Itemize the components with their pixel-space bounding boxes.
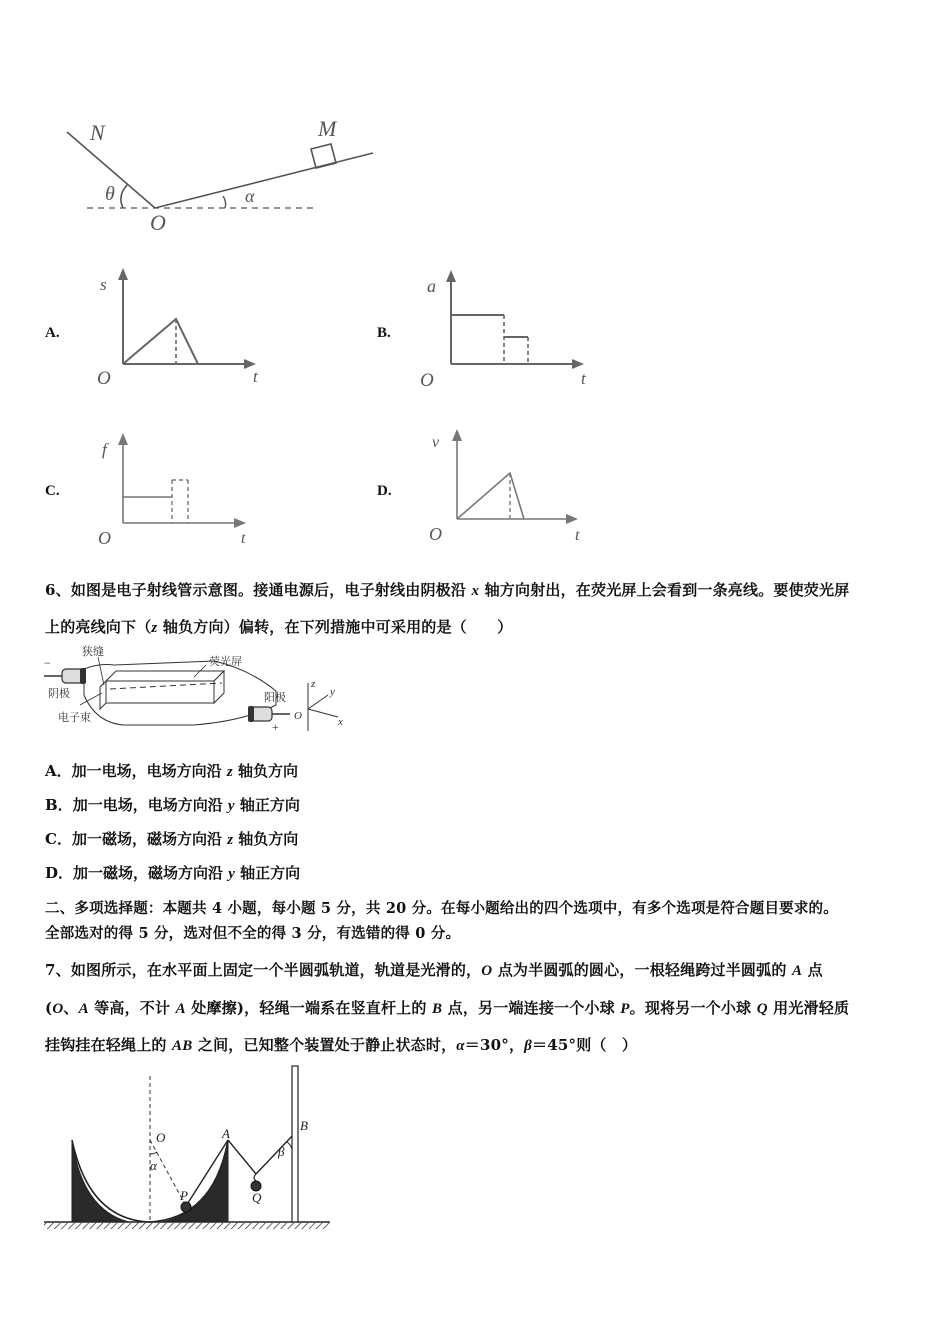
option-a-graph <box>90 262 275 390</box>
label-plus: + <box>272 720 279 734</box>
option-c-letter[interactable]: C. <box>45 483 60 499</box>
y-axis <box>308 695 328 709</box>
q7-text: 、 <box>63 999 79 1017</box>
choice-letter: B． <box>45 796 73 814</box>
label-q: Q <box>252 1190 262 1205</box>
origin-label: O <box>98 528 111 548</box>
q7-var: P <box>620 1001 630 1017</box>
origin-label: O <box>97 368 111 389</box>
choice-text: 轴负方向 <box>233 830 299 848</box>
q7-text: 。现将另一个小球 <box>629 999 757 1017</box>
option-c-graph <box>90 425 275 550</box>
q7-var: β <box>524 1038 533 1054</box>
q7-text: 用光滑轻质 <box>767 999 850 1017</box>
q7-var: A <box>78 1001 89 1017</box>
q7-stem-line2 <box>45 997 849 1018</box>
q7-stem-line1 <box>45 959 823 980</box>
choice-letter: A． <box>45 762 72 780</box>
label-n: N <box>90 120 105 145</box>
q7-text: 处摩擦)，轻绳一端系在竖直杆上的 <box>185 999 433 1017</box>
q7-text: 7、如图所示，在水平面上固定一个半圆弧轨道，轨道是光滑的， <box>45 961 482 979</box>
label-beta: β <box>278 1144 285 1159</box>
q6-stem-line2 <box>45 616 512 637</box>
label-p: P <box>180 1188 188 1203</box>
choice-text: 加一磁场，磁场方向沿 <box>71 830 228 848</box>
q6-text: 6、如图是电子射线管示意图。接通电源后，电子射线由阴极沿 <box>45 581 472 599</box>
q7-text: 之间，已知整个装置处于静止状态时， <box>192 1036 457 1054</box>
label-b: B <box>300 1118 308 1133</box>
y-arrow <box>118 268 128 280</box>
origin-label: O <box>420 370 434 391</box>
rope-a-hook <box>228 1140 256 1174</box>
choice-var: z <box>227 832 234 848</box>
y-arrow <box>446 270 456 282</box>
label-cathode: 阴极 <box>48 688 70 700</box>
ball-p <box>181 1202 191 1212</box>
pole <box>292 1066 298 1222</box>
cathode-ray-tube-figure <box>44 643 354 735</box>
label-a: A <box>222 1126 230 1141</box>
choice-text: 轴负方向 <box>232 762 298 780</box>
alpha-arc <box>223 196 226 208</box>
q6-stem-line1 <box>45 579 849 600</box>
x-axis <box>308 709 338 717</box>
slit-pointer <box>98 657 104 685</box>
q7-text: ( <box>45 999 53 1017</box>
x-arrow <box>572 359 584 369</box>
q7-var: O <box>52 1001 64 1017</box>
y-arrow <box>118 433 128 445</box>
q7-var: B <box>432 1001 443 1017</box>
y-arrow <box>452 429 462 441</box>
screen-box-front <box>106 681 214 703</box>
q6-text: 轴方向射出，在荧光屏上会看到一条亮线。要使荧光屏 <box>479 581 850 599</box>
q6-var: z <box>151 620 158 636</box>
q6-text: 上的亮线向下（ <box>45 618 152 636</box>
q7-text: 等高，不计 <box>88 999 176 1017</box>
s-t-curve <box>123 319 198 364</box>
track-right <box>162 1140 228 1222</box>
label-x: x <box>338 716 343 728</box>
y-label: a <box>427 276 436 296</box>
section2-heading-line2: 全部选对的得 5 分，选对但不全的得 3 分，有选错的得 0 分。 <box>45 925 461 942</box>
q7-text: ＝45°则（ ） <box>532 1036 638 1054</box>
q7-text: 点 <box>802 961 823 979</box>
choice-var: y <box>228 866 235 882</box>
hook <box>254 1174 256 1181</box>
label-y: y <box>330 686 335 698</box>
q6-choice-b[interactable] <box>45 794 300 815</box>
q7-text: 挂钩挂在轻绳上的 <box>45 1036 173 1054</box>
label-anode: 阳极 <box>264 692 286 704</box>
v-t-curve <box>457 473 524 519</box>
beam-pointer <box>80 693 102 705</box>
label-o: O <box>156 1130 166 1145</box>
label-theta: θ <box>105 183 115 205</box>
label-screen: 荧光屏 <box>209 656 242 668</box>
choice-text: 加一电场，电场方向沿 <box>72 796 228 814</box>
semicircle-track-figure <box>44 1062 334 1234</box>
x-label: t <box>241 530 246 547</box>
incline-figure <box>55 110 385 240</box>
origin-label: O <box>429 524 442 544</box>
q7-var: AB <box>172 1038 193 1054</box>
choice-text: 加一磁场，磁场方向沿 <box>73 864 229 882</box>
choice-letter: C． <box>45 830 72 848</box>
q6-var: x <box>471 583 480 599</box>
screen-box-top <box>106 671 224 681</box>
ground-hatch <box>44 1223 330 1229</box>
y-label: f <box>102 440 107 459</box>
q7-var: A <box>175 1001 186 1017</box>
q7-stem-line3 <box>45 1034 637 1055</box>
choice-letter: D． <box>45 864 74 882</box>
x-arrow <box>566 514 578 524</box>
block-m <box>311 144 336 168</box>
option-d-graph <box>424 425 609 550</box>
option-b-letter[interactable]: B. <box>377 325 391 341</box>
y-label: v <box>432 434 440 451</box>
label-beam: 电子束 <box>58 712 91 724</box>
q6-choice-c[interactable] <box>45 828 298 849</box>
q6-choice-d[interactable] <box>45 862 300 883</box>
choice-var: y <box>227 798 235 814</box>
option-a-letter[interactable]: A. <box>45 325 60 341</box>
section2-heading-line1: 二、多项选择题：本题共 4 小题，每小题 5 分，共 20 分。在每小题给出的四个选项中，有多个选项是符合题目要求的。 <box>45 900 838 917</box>
q7-text: 点，另一端连接一个小球 <box>442 999 621 1017</box>
q7-text: 点为半圆弧的圆心，一根轻绳跨过半圆弧的 <box>492 961 792 979</box>
label-alpha: α <box>150 1158 157 1173</box>
q7-text: ＝30°， <box>464 1036 525 1054</box>
label-alpha: α <box>245 186 255 206</box>
incline-plane-m <box>155 153 373 208</box>
track-left <box>72 1140 129 1222</box>
choice-text: 轴正方向 <box>234 864 301 882</box>
rope-hook-b <box>256 1134 294 1174</box>
theta-arc <box>121 184 128 208</box>
q6-choice-a[interactable] <box>45 760 298 781</box>
choice-text: 加一电场，电场方向沿 <box>71 762 227 780</box>
x-label: t <box>253 367 258 386</box>
beta-arc <box>287 1142 292 1150</box>
option-d-letter[interactable]: D. <box>377 483 392 499</box>
q7-var: O <box>481 963 493 979</box>
q6-text: 轴负方向）偏转，在下列措施中可采用的是（ ） <box>157 618 513 636</box>
label-z: z <box>311 678 316 690</box>
q7-var: Q <box>756 1001 768 1017</box>
q7-var: A <box>791 963 803 979</box>
cathode-cap <box>80 668 86 684</box>
y-label: s <box>100 275 107 294</box>
label-o: O <box>294 710 302 722</box>
x-arrow <box>234 518 246 528</box>
x-label: t <box>575 527 580 544</box>
option-b-graph <box>418 262 603 390</box>
alpha-arc <box>150 1152 157 1154</box>
label-minus: − <box>44 656 51 670</box>
label-slit: 狭缝 <box>82 646 104 658</box>
choice-text: 轴正方向 <box>234 796 300 814</box>
q7-var: α <box>456 1038 465 1054</box>
label-o: O <box>150 210 166 235</box>
label-m: M <box>318 116 337 141</box>
anode-cap <box>248 706 254 722</box>
slit-plate <box>100 681 106 709</box>
x-label: t <box>581 369 586 388</box>
choice-var: z <box>226 764 233 780</box>
